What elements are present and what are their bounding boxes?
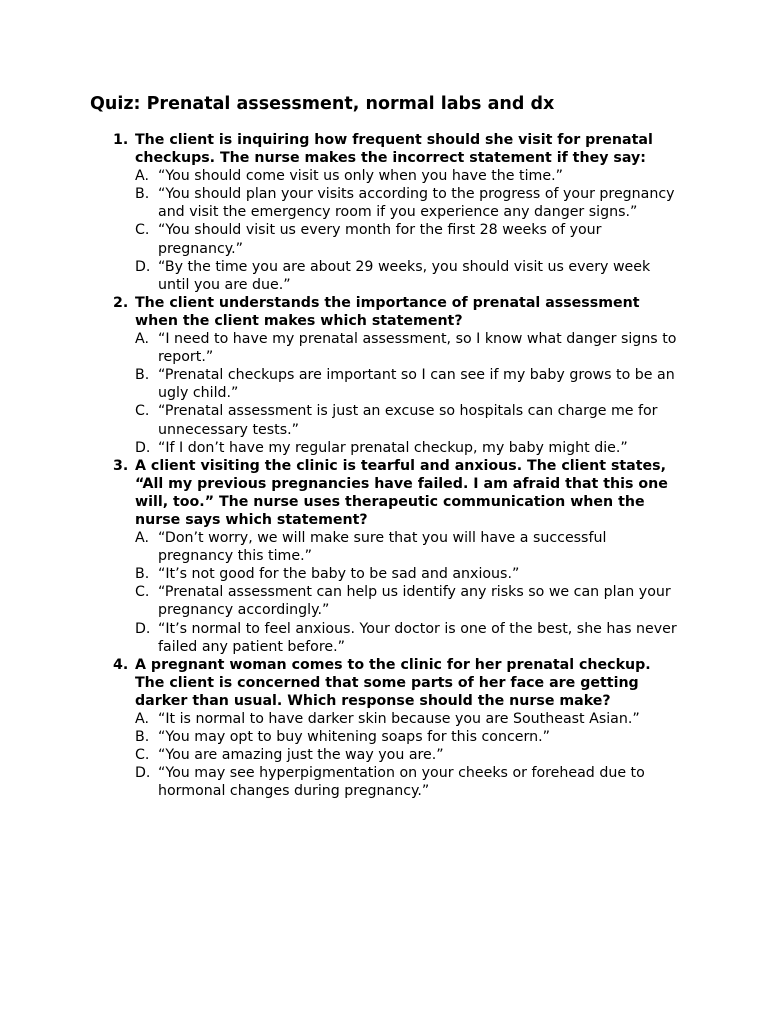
choice-letter: B.	[135, 729, 150, 746]
choice-text: “You should come visit us only when you have the time.”	[158, 168, 563, 185]
choice-text: “Prenatal assessment is just an excuse so hospitals can charge me for unnecessary tests.”	[158, 403, 658, 438]
choice-text: “You may opt to buy whitening soaps for this concern.”	[158, 729, 550, 746]
choice-item	[135, 185, 683, 221]
choice-letter: B.	[135, 186, 150, 203]
question-item	[113, 294, 683, 457]
choice-text: “If I don’t have my regular prenatal checkup, my baby might die.”	[158, 439, 628, 456]
choice-item	[135, 366, 683, 402]
choice-item	[135, 710, 683, 728]
choice-list	[135, 529, 683, 656]
choice-text: “By the time you are about 29 weeks, you should visit us every week until you are due.”	[158, 258, 651, 293]
question-text: The client understands the importance of prenatal assessment when the client makes which statement?	[135, 294, 640, 329]
choice-text: “You should visit us every month for the first 28 weeks of your pregnancy.”	[158, 222, 602, 257]
question-number: 1.	[113, 132, 129, 148]
choice-letter: D.	[135, 620, 151, 637]
choice-list	[135, 167, 683, 294]
question-item	[113, 656, 683, 801]
choice-item	[135, 529, 683, 565]
choice-list	[135, 330, 683, 457]
choice-item	[135, 565, 683, 583]
choice-letter: A.	[135, 711, 149, 727]
question-list	[113, 131, 683, 800]
choice-letter: D.	[135, 765, 151, 782]
choice-text: “It is normal to have darker skin because you are Southeast Asian.”	[158, 711, 640, 727]
choice-item	[135, 764, 683, 800]
choice-item	[135, 439, 683, 457]
choice-letter: C.	[135, 222, 150, 239]
choice-letter: C.	[135, 584, 150, 601]
question-text: The client is inquiring how frequent should she visit for prenatal checkups. The nurse makes the incorrect statement if they say:	[135, 132, 653, 167]
question-item	[113, 131, 683, 294]
choice-list	[135, 710, 683, 800]
choice-letter: D.	[135, 439, 151, 456]
choice-item	[135, 583, 683, 619]
page-title: Quiz: Prenatal assessment, normal labs and dx	[90, 94, 555, 114]
question-number: 2.	[113, 294, 129, 311]
choice-letter: B.	[135, 566, 150, 583]
choice-item	[135, 620, 683, 656]
choice-text: “Don’t worry, we will make sure that you will have a successful pregnancy this time.”	[158, 530, 607, 565]
choice-letter: D.	[135, 258, 151, 275]
question-number: 3.	[113, 457, 129, 474]
choice-item	[135, 330, 683, 366]
choice-item	[135, 167, 683, 185]
choice-item	[135, 728, 683, 746]
choice-item	[135, 746, 683, 764]
choice-letter: A.	[135, 331, 149, 348]
choice-letter: A.	[135, 530, 149, 547]
choice-letter: C.	[135, 747, 150, 764]
choice-text: “You are amazing just the way you are.”	[158, 747, 444, 764]
question-item	[113, 457, 683, 656]
choice-text: “You should plan your visits according to the progress of your pregnancy and visit the emergency room if you experience any danger signs.”	[158, 186, 675, 221]
choice-text: “You may see hyperpigmentation on your cheeks or forehead due to hormonal changes during pregnancy.”	[158, 765, 645, 800]
choice-item	[135, 221, 683, 257]
choice-text: “Prenatal assessment can help us identify any risks so we can plan your pregnancy accordingly.”	[158, 584, 671, 619]
choice-letter: A.	[135, 168, 149, 185]
choice-letter: C.	[135, 403, 150, 420]
choice-item	[135, 402, 683, 438]
question-number: 4.	[113, 656, 129, 673]
question-text: A client visiting the clinic is tearful and anxious. The client states, “All my previous pregnancies have failed. I am afraid that this one will, too.” The nurse uses therapeutic communication when the nurse says which statement?	[135, 457, 668, 528]
choice-text: “It’s not good for the baby to be sad and anxious.”	[158, 566, 520, 583]
choice-letter: B.	[135, 367, 150, 384]
choice-text: “I need to have my prenatal assessment, so I know what danger signs to report.”	[158, 331, 677, 366]
choice-item	[135, 258, 683, 294]
choice-text: “It’s normal to feel anxious. Your doctor is one of the best, she has never failed any patient before.”	[158, 620, 677, 655]
question-text: A pregnant woman comes to the clinic for her prenatal checkup. The client is concerned that some parts of her face are getting darker than usual. Which response should the nurse make?	[135, 656, 651, 709]
choice-text: “Prenatal checkups are important so I can see if my baby grows to be an ugly child.”	[158, 367, 675, 402]
